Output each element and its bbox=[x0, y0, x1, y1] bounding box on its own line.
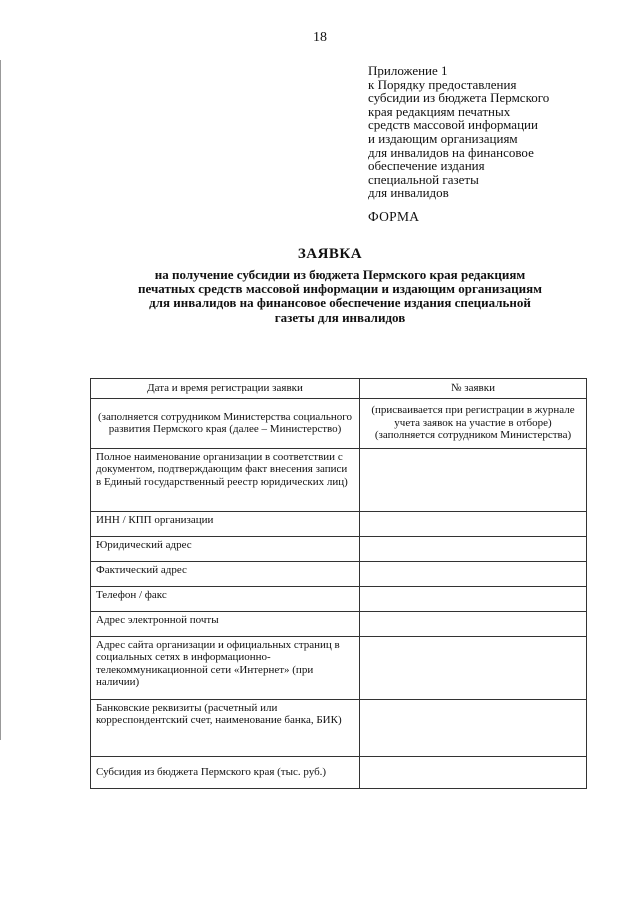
page-number: 18 bbox=[313, 30, 327, 45]
table-row bbox=[91, 756, 587, 788]
table-row bbox=[91, 536, 587, 561]
appendix-line: специальной газеты bbox=[368, 171, 479, 187]
appendix-line: для инвалидов bbox=[368, 185, 449, 201]
actual-address-field[interactable] bbox=[360, 561, 587, 586]
table-row bbox=[91, 586, 587, 611]
appendix-line: обеспечение издания bbox=[368, 158, 485, 174]
appendix-line: для инвалидов на финансовое bbox=[368, 144, 534, 160]
legal-address-field[interactable] bbox=[360, 536, 587, 561]
appendix-line: средств массовой информации bbox=[368, 117, 538, 133]
bank-details-field[interactable] bbox=[360, 699, 587, 756]
phone-fax-field[interactable] bbox=[360, 586, 587, 611]
inn-kpp-field[interactable] bbox=[360, 511, 587, 536]
table-row bbox=[91, 611, 587, 636]
scan-edge-line bbox=[0, 60, 1, 740]
subsidy-amount-label: Субсидия из бюджета Пермского края (тыс. руб.) bbox=[91, 756, 360, 788]
bank-details-label: Банковские реквизиты (расчетный или корреспондентский счет, наименование банка, БИК) bbox=[91, 699, 360, 756]
document-title: ЗАЯВКА bbox=[297, 246, 363, 262]
appendix-line: к Порядку предоставления bbox=[368, 76, 517, 92]
organization-name-field[interactable] bbox=[360, 448, 587, 511]
appendix-line: субсидии из бюджета Пермского bbox=[368, 90, 550, 106]
registration-note: (заполняется сотрудником Министерства социального развития Пермского края (далее – Министерство) bbox=[91, 398, 360, 448]
registration-datetime-header: Дата и время регистрации заявки bbox=[91, 379, 360, 399]
subtitle-line: для инвалидов на финансовое обеспечение издания специальной bbox=[149, 295, 531, 311]
actual-address-label: Фактический адрес bbox=[91, 561, 360, 586]
email-field[interactable] bbox=[360, 611, 587, 636]
table-row bbox=[91, 561, 587, 586]
appendix-line: и издающим организациям bbox=[368, 130, 518, 146]
website-label: Адрес сайта организации и официальных страниц в социальных сетях в информационно-телекоммуникационной сети «Интернет» (при наличии) bbox=[91, 636, 360, 699]
table-note-row bbox=[91, 398, 587, 448]
email-label: Адрес электронной почты bbox=[91, 611, 360, 636]
application-number-header: № заявки bbox=[360, 379, 587, 399]
appendix-line: края редакциям печатных bbox=[368, 103, 511, 119]
table-row bbox=[91, 699, 587, 756]
website-field[interactable] bbox=[360, 636, 587, 699]
inn-kpp-label: ИНН / КПП организации bbox=[91, 511, 360, 536]
subtitle-line: печатных средств массовой информации и издающим организациям bbox=[138, 281, 542, 297]
subtitle-line: газеты для инвалидов bbox=[274, 309, 406, 325]
document-subtitle bbox=[100, 268, 580, 325]
legal-address-label: Юридический адрес bbox=[91, 536, 360, 561]
application-number-note: (присваивается при регистрации в журнале учета заявок на участие в отборе) (заполняется сотрудником Министерства) bbox=[360, 398, 587, 448]
appendix-line: Приложение 1 bbox=[368, 63, 448, 78]
table-row bbox=[91, 636, 587, 699]
phone-fax-label: Телефон / факс bbox=[91, 586, 360, 611]
table-row bbox=[91, 511, 587, 536]
table-row bbox=[91, 448, 587, 511]
subtitle-line: на получение субсидии из бюджета Пермского края редакциям bbox=[154, 267, 526, 282]
appendix-block bbox=[368, 64, 608, 200]
subsidy-amount-field[interactable] bbox=[360, 756, 587, 788]
table-header-row bbox=[91, 379, 587, 399]
organization-name-label: Полное наименование организации в соответствии с документом, подтверждающим факт внесения записи в Единый государственный реестр юридических лиц) bbox=[91, 448, 360, 511]
form-label: ФОРМА bbox=[368, 209, 420, 224]
application-form-table bbox=[90, 378, 587, 789]
